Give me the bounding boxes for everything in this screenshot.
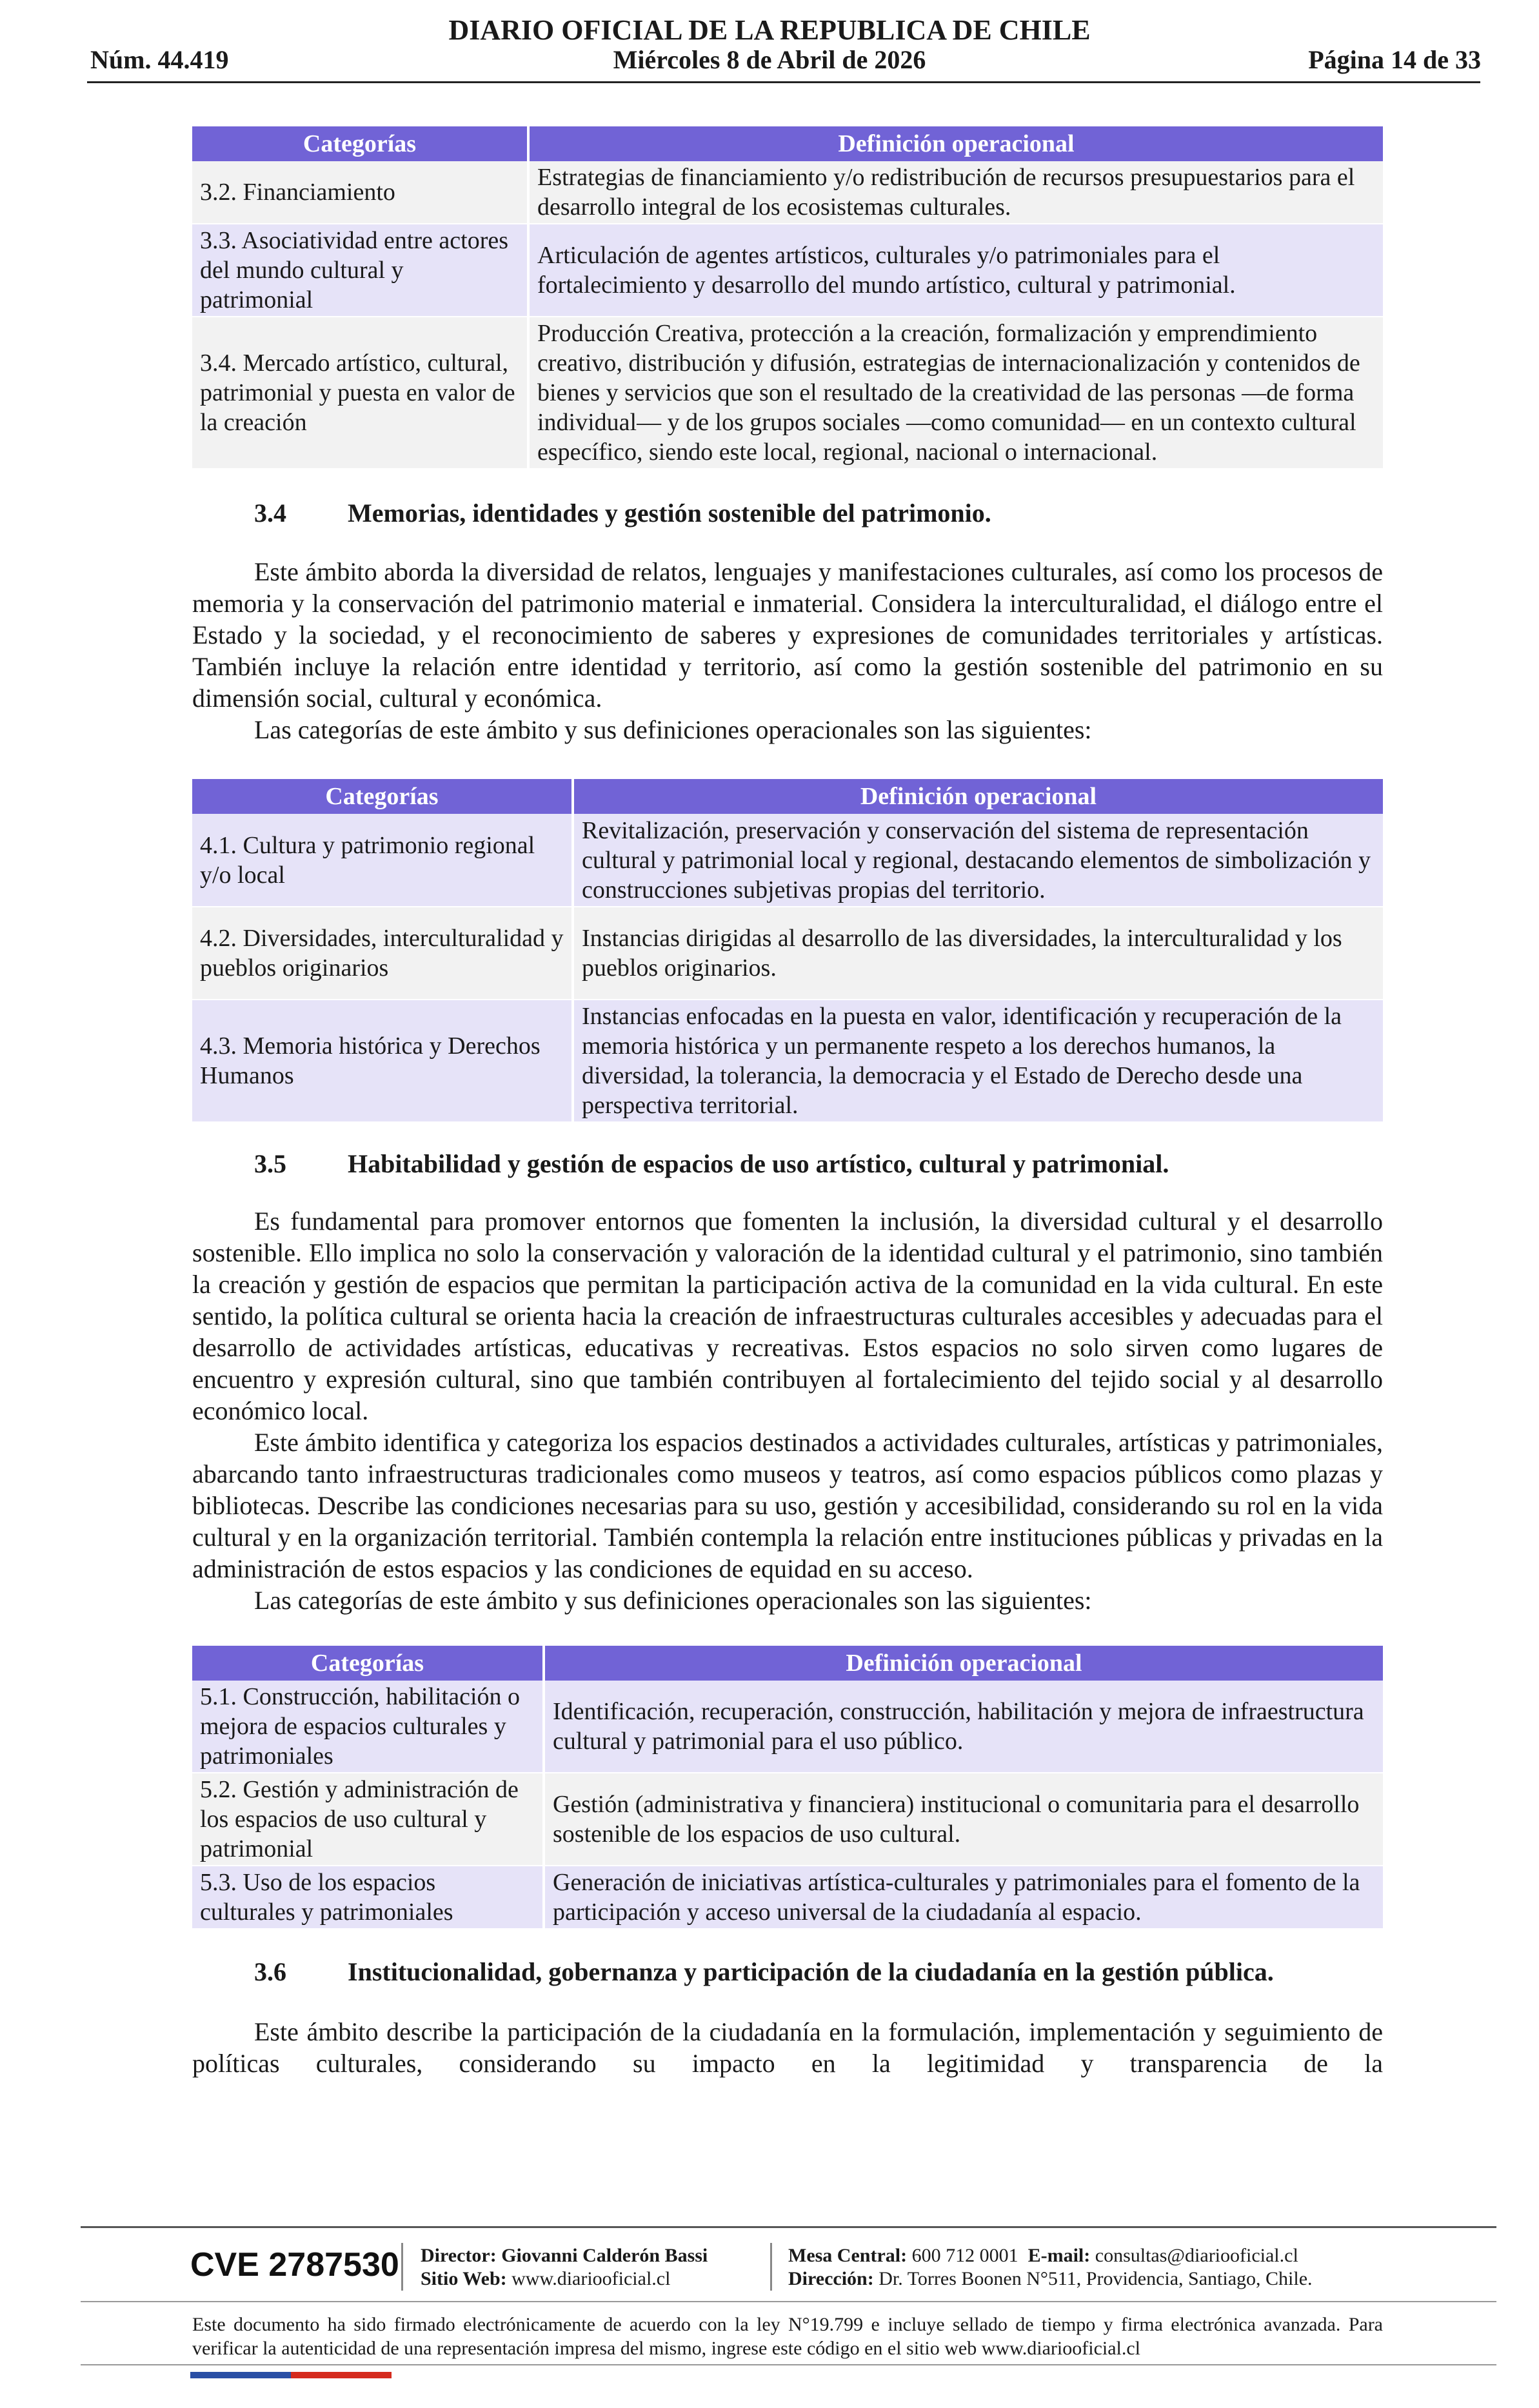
footer-separator bbox=[401, 2243, 403, 2291]
category-cell: 3.4. Mercado artístico, cultural, patrimonial y puesta en valor de la creación bbox=[192, 317, 528, 469]
address-value: Dr. Torres Boonen N°511, Providencia, Santiago, Chile. bbox=[879, 2268, 1313, 2289]
cve-code: CVE 2787530 bbox=[190, 2246, 399, 2284]
table-row bbox=[192, 161, 1383, 224]
chile-flag-stripe bbox=[190, 2372, 392, 2378]
address-line bbox=[788, 2267, 1313, 2291]
paragraph: Este ámbito describe la participación de la ciudadanía en la formulación, implementación y seguimiento de políticas culturales, considerando su impacto en la legitimidad y transparencia de la bbox=[192, 2017, 1383, 2078]
table-row bbox=[192, 1773, 1383, 1866]
section-number: 3.5 bbox=[254, 1149, 286, 1178]
categories-table-3 bbox=[192, 126, 1383, 469]
section-heading-3-4 bbox=[192, 498, 1383, 529]
definition-cell: Instancias dirigidas al desarrollo de las diversidades, la interculturalidad y los pueblos originarios. bbox=[573, 907, 1383, 1000]
column-header-categories: Categorías bbox=[192, 1646, 544, 1681]
footer-separator bbox=[770, 2243, 772, 2291]
footer-divider-top bbox=[81, 2226, 1496, 2228]
table-row bbox=[192, 1866, 1383, 1929]
category-cell: 5.1. Construcción, habilitación o mejora de espacios culturales y patrimoniales bbox=[192, 1681, 544, 1773]
director-name: Giovanni Calderón Bassi bbox=[501, 2245, 708, 2266]
director-label: Director: bbox=[421, 2245, 497, 2266]
definition-cell: Generación de iniciativas artística-culturales y patrimoniales para el fomento de la participación y acceso universal de la ciudadanía al espacio. bbox=[544, 1866, 1383, 1929]
category-cell: 4.3. Memoria histórica y Derechos Humanos bbox=[192, 1000, 573, 1122]
category-cell: 3.3. Asociatividad entre actores del mundo cultural y patrimonial bbox=[192, 224, 528, 317]
address-label: Dirección: bbox=[788, 2268, 874, 2289]
definition-cell: Producción Creativa, protección a la creación, formalización y emprendimiento creativo, distribución y difusión, estrategias de internacionalización y contenidos de bienes y servicios que son el resultado de la creatividad de las personas —de forma individual— y de los grupos sociales —como comunidad— en un contexto cultural específico, siendo este local, regional, nacional o internacional. bbox=[528, 317, 1383, 469]
phone-value: 600 712 0001 bbox=[911, 2245, 1018, 2266]
definition-cell: Instancias enfocadas en la puesta en valor, identificación y recuperación de la memoria histórica y un permanente respeto a los derechos humanos, la diversidad, la tolerancia, la democracia y el Estado de Derecho desde una perspectiva territorial. bbox=[573, 1000, 1383, 1122]
definition-cell: Identificación, recuperación, construcción, habilitación y mejora de infraestructura cultural y patrimonial para el uso público. bbox=[544, 1681, 1383, 1773]
flag-stripe-red bbox=[291, 2372, 392, 2378]
flag-stripe-blue bbox=[190, 2372, 291, 2378]
table-row bbox=[192, 224, 1383, 317]
section-number: 3.6 bbox=[254, 1957, 286, 1986]
category-cell: 3.2. Financiamiento bbox=[192, 161, 528, 224]
column-header-categories: Categorías bbox=[192, 126, 528, 161]
column-header-definition: Definición operacional bbox=[528, 126, 1383, 161]
category-cell: 4.1. Cultura y patrimonio regional y/o local bbox=[192, 814, 573, 907]
header-divider bbox=[87, 81, 1480, 83]
phone-email-line bbox=[788, 2244, 1313, 2267]
category-cell: 5.3. Uso de los espacios culturales y patrimoniales bbox=[192, 1866, 544, 1929]
page-indicator: Página 14 de 33 bbox=[1308, 45, 1481, 74]
website-line bbox=[421, 2267, 708, 2291]
paragraph: Este ámbito identifica y categoriza los espacios destinados a actividades culturales, artísticas y patrimoniales, abarcando tanto infraestructuras tradicionales como museos y teatros, así como espacios públicos como plazas y bibliotecas. Describe las condiciones necesarias para su uso, gestión y accesibilidad, considerando su rol en la vida cultural y en la organización territorial. También contempla la relación entre instituciones públicas y privadas en la administración de estos espacios y las condiciones de equidad en su acceso. bbox=[192, 1428, 1383, 1583]
table-row bbox=[192, 907, 1383, 1000]
issue-number: Núm. 44.419 bbox=[90, 45, 229, 74]
paragraph: Las categorías de este ámbito y sus definiciones operacionales son las siguientes: bbox=[254, 715, 1092, 744]
column-header-definition: Definición operacional bbox=[544, 1646, 1383, 1681]
paragraph: Es fundamental para promover entornos que fomenten la inclusión, la diversidad cultural y el desarrollo sostenible. Ello implica no solo la conservación y valoración de la identidad cultural y el patrimonio, sino también la creación y gestión de espacios que permitan la participación activa de la comunidad en la vida cultural. En este sentido, la política cultural se orienta hacia la creación de infraestructuras culturales accesibles y adecuadas para el desarrollo de actividades artísticas, educativas y recreativas. Estos espacios no solo sirven como lugares de encuentro y expresión cultural, sino que también contribuyen al fortalecimiento del tejido social y al desarrollo económico local. bbox=[192, 1207, 1383, 1425]
table-row bbox=[192, 1681, 1383, 1773]
section-number: 3.4 bbox=[254, 498, 286, 528]
table-row bbox=[192, 1000, 1383, 1122]
table-row bbox=[192, 317, 1383, 469]
section-heading-3-5 bbox=[192, 1149, 1383, 1179]
column-header-categories: Categorías bbox=[192, 779, 573, 814]
definition-cell: Estrategias de financiamiento y/o redistribución de recursos presupuestarios para el desarrollo integral de los ecosistemas culturales. bbox=[528, 161, 1383, 224]
section-heading-3-6 bbox=[192, 1957, 1383, 1988]
definition-cell: Articulación de agentes artísticos, culturales y/o patrimoniales para el fortalecimiento y desarrollo del mundo artístico, cultural y patrimonial. bbox=[528, 224, 1383, 317]
gazette-title: DIARIO OFICIAL DE LA REPUBLICA DE CHILE bbox=[448, 14, 1091, 46]
definition-cell: Gestión (administrativa y financiera) institucional o comunitaria para el desarrollo sostenible de los espacios de uso cultural. bbox=[544, 1773, 1383, 1866]
paragraph: Las categorías de este ámbito y sus definiciones operacionales son las siguientes: bbox=[254, 1586, 1092, 1615]
table-row bbox=[192, 814, 1383, 907]
category-cell: 4.2. Diversidades, interculturalidad y pueblos originarios bbox=[192, 907, 573, 1000]
definition-cell: Revitalización, preservación y conservación del sistema de representación cultural y patrimonial local y regional, destacando elementos de simbolización y construcciones subjetivas propias del territorio. bbox=[573, 814, 1383, 907]
director-line bbox=[421, 2244, 708, 2267]
categories-table-5 bbox=[192, 1646, 1383, 1929]
table-header-row bbox=[192, 126, 1383, 161]
website-link[interactable]: www.diariooficial.cl bbox=[511, 2268, 671, 2289]
footer-contact-right bbox=[788, 2244, 1313, 2291]
footer-divider-middle bbox=[81, 2301, 1496, 2302]
paragraph: Este ámbito aborda la diversidad de relatos, lenguajes y manifestaciones culturales, así como los procesos de memoria y la conservación del patrimonio material e inmaterial. Considera la interculturalidad, el diálogo entre el Estado y la sociedad, y el reconocimiento de saberes y expresiones de comunidades territoriales y artísticas. También incluye la relación entre identidad y territorio, así como la gestión sostenible del patrimonio en su dimensión social, cultural y económica. bbox=[192, 557, 1383, 713]
table-header-row bbox=[192, 779, 1383, 814]
footer-contact-left bbox=[421, 2244, 708, 2291]
phone-label: Mesa Central: bbox=[788, 2245, 908, 2266]
email-link[interactable]: consultas@diariooficial.cl bbox=[1095, 2245, 1298, 2266]
signature-notice: Este documento ha sido firmado electrónicamente de acuerdo con la ley N°19.799 e incluye sellado de tiempo y firma electrónica avanzada. Para verificar la autenticidad de una representación impresa del mismo, ingrese este código en el sitio web www.diariooficial.cl bbox=[192, 2314, 1383, 2359]
website-label: Sitio Web: bbox=[421, 2268, 507, 2289]
table-header-row bbox=[192, 1646, 1383, 1681]
page-content bbox=[192, 126, 1383, 2079]
column-header-definition: Definición operacional bbox=[573, 779, 1383, 814]
email-label: E-mail: bbox=[1028, 2245, 1091, 2266]
section-title: Habitabilidad y gestión de espacios de uso artístico, cultural y patrimonial. bbox=[348, 1149, 1169, 1178]
footer-divider-bottom bbox=[81, 2364, 1496, 2365]
categories-table-4 bbox=[192, 779, 1383, 1123]
issue-date: Miércoles 8 de Abril de 2026 bbox=[613, 45, 926, 74]
section-title: Institucionalidad, gobernanza y participación de la ciudadanía en la gestión pública. bbox=[348, 1957, 1274, 1986]
section-title: Memorias, identidades y gestión sostenible del patrimonio. bbox=[348, 498, 991, 528]
category-cell: 5.2. Gestión y administración de los espacios de uso cultural y patrimonial bbox=[192, 1773, 544, 1866]
